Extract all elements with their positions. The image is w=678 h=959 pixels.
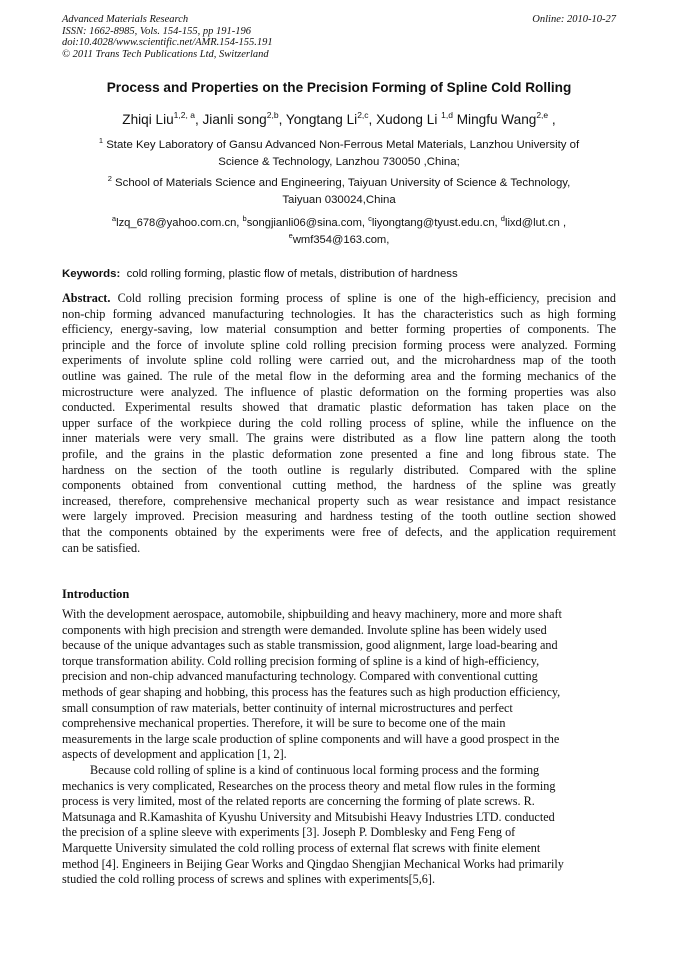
author-name: Mingfu Wang bbox=[456, 112, 537, 127]
abstract-line: can be satisfied. bbox=[62, 540, 141, 555]
abstract-line: were largely improved. Precision measuring and hardness testing of the tooth outline section showed bbox=[62, 509, 616, 524]
abstract-line: principle and the force of involute spline cold rolling precision forming process were analyzed. Forming bbox=[62, 337, 616, 352]
intro-line: measurements in the large scale production of spline components and will have a good prospect in the bbox=[62, 731, 560, 746]
affiliation-line: School of Materials Science and Engineering, Taiyuan University of Science & Technology, bbox=[115, 177, 571, 189]
intro-line: Matsunaga and R.Kamashita of Kyushu University and Mitsubishi Heavy Industries LTD. conducted bbox=[62, 809, 555, 824]
affiliation-sup: 1 bbox=[98, 136, 104, 145]
intro-line: the precision of a spline sleeve with experiments [3]. Joseph P. Domblesky and Feng Feng of bbox=[62, 825, 516, 840]
intro-line: studied the cold rolling process of screws and splines with experiments[5,6]. bbox=[62, 872, 435, 887]
affiliation-2 bbox=[66, 175, 612, 209]
intro-line: torque transformation ability. Cold rolling precision forming of spline is a kind of high-efficiency, bbox=[62, 653, 540, 668]
journal-header bbox=[62, 14, 273, 60]
intro-line: aspects of development and application [1, 2]. bbox=[62, 747, 287, 762]
email-address[interactable]: wmf354@163.com, bbox=[292, 234, 390, 246]
intro-line: Marquette University simulated the cold rolling process of external flat screws with finite element bbox=[62, 840, 541, 855]
keywords bbox=[62, 268, 616, 280]
abstract bbox=[62, 291, 616, 556]
email-sup: e bbox=[288, 231, 293, 240]
email-sup: a bbox=[111, 214, 117, 223]
affiliation-1 bbox=[66, 137, 612, 171]
keywords-text: cold rolling forming, plastic flow of metals, distribution of hardness bbox=[126, 268, 458, 280]
intro-line: Because cold rolling of spline is a kind of continuous local forming process and the forming bbox=[90, 762, 540, 777]
abstract-label: Abstract. bbox=[62, 291, 111, 305]
intro-line: comprehensive mechanical properties. Therefore, it will be sure to become one of the main bbox=[62, 716, 506, 731]
intro-line: mechanics is very complicated, Researches on the process theory and metal flow rules in the forming bbox=[62, 778, 556, 793]
affiliation-sup: 2 bbox=[107, 174, 112, 183]
author-affil-sup: 2,e bbox=[536, 110, 549, 120]
copyright-line: © 2011 Trans Tech Publications Ltd, Switzerland bbox=[62, 48, 269, 60]
email-sup: b bbox=[242, 214, 247, 223]
abstract-line-text: Cold rolling precision forming process of spline is one of the high-efficiency, precision and bbox=[117, 291, 617, 305]
email-list bbox=[62, 215, 616, 249]
email-address[interactable]: lzq_678@yahoo.com.cn, bbox=[116, 217, 240, 229]
abstract-line: increased, therefore, comprehensive mechanical property such as wear resistance and impact resistance bbox=[62, 493, 616, 508]
affiliation-line: State Key Laboratory of Gansu Advanced Non-Ferrous Metal Materials, Lanzhou University of bbox=[106, 139, 580, 151]
abstract-line: outline was gained. The rule of the metal flow in the deforming area and the forming mechanics of the bbox=[62, 368, 616, 383]
author-affil-sup: 1,2, a bbox=[173, 110, 195, 120]
abstract-line: non-chip forming advanced manufacturing technologies. It has the characteristics such as high forming bbox=[62, 306, 616, 321]
journal-name: Advanced Materials Research bbox=[62, 14, 189, 25]
abstract-line bbox=[62, 291, 616, 307]
abstract-line: profile, and the grains in the plastic deformation zone presented a fine and long fibrous state. The bbox=[62, 446, 616, 461]
intro-line: methods of gear shaping and hobbing, this process has the features such as high production efficiency, bbox=[62, 684, 561, 699]
author-affil-sup: 2,b bbox=[266, 110, 279, 120]
intro-line: process is very limited, most of the related reports are concerning the forming of plate screws. R. bbox=[62, 794, 535, 809]
intro-line: small consumption of raw materials, better continuity of internal microstructures and perfect bbox=[62, 700, 513, 715]
abstract-line: components obtained from conventional cutting method, the hardness of the spline was greatly bbox=[62, 478, 616, 493]
abstract-line: inner materials were very small. The grains were distributed as a flow line pattern along the tooth bbox=[62, 431, 616, 446]
author-name: Jianli song bbox=[202, 112, 267, 127]
author-affil-sup: 2,c bbox=[357, 110, 369, 120]
abstract-line: efficiency, energy-saving, low material consumption and better forming properties of components. The bbox=[62, 322, 616, 337]
abstract-line: conducted. Experimental results showed that dramatic plastic deformation has taken place on the bbox=[62, 400, 616, 415]
abstract-line: upper surface of the workpiece during the cold rolling process of spline, while the influence on the bbox=[62, 415, 616, 430]
email-sup: d bbox=[500, 214, 505, 223]
paper-title: Process and Properties on the Precision Forming of Spline Cold Rolling bbox=[106, 80, 572, 95]
email-address[interactable]: songjianli06@sina.com, bbox=[246, 217, 366, 229]
introduction-heading: Introduction bbox=[62, 587, 130, 601]
doi-line[interactable]: doi:10.4028/www.scientific.net/AMR.154-155.191 bbox=[62, 37, 273, 48]
email-sup: c bbox=[368, 214, 372, 223]
email-address[interactable]: lixd@lut.cn , bbox=[504, 217, 567, 229]
keywords-label: Keywords: bbox=[62, 268, 121, 280]
abstract-line: that the components obtained by the experiments were free of defects, and the application requirement bbox=[62, 524, 616, 539]
intro-line: With the development aerospace, automobile, shipbuilding and heavy machinery, more and more shaft bbox=[62, 607, 562, 621]
issn-line: ISSN: 1662-8985, Vols. 154-155, pp 191-196 bbox=[62, 25, 251, 37]
intro-line: method [4]. Engineers in Beijing Gear Works and Qingdao Shengjian Mechanical Works had primarily bbox=[62, 856, 564, 871]
intro-line: precision and non-chip advanced manufacturing technology. Compared with conventional cutting bbox=[62, 669, 538, 684]
abstract-line: microstructure were analyzed. The influence of plastic deformation on the forming properties was also bbox=[62, 384, 616, 399]
author-affil-sup: 1,d bbox=[441, 110, 453, 120]
introduction-body bbox=[62, 607, 616, 888]
author-name: Yongtang Li bbox=[285, 112, 358, 127]
author-list: Zhiqi Liu$^{1,2, a}$, Jianli song$^{2,b}$, Yongtang Li$^{2,c}$, Xudong Li $^{1,d}$ Mingfu Wang$^{2,e}$ , bbox=[122, 110, 556, 127]
author-name: Xudong Li bbox=[376, 112, 438, 127]
email-address[interactable]: liyongtang@tyust.edu.cn, bbox=[371, 217, 498, 229]
abstract-line: experiments of involute spline cold rolling were carried out, and the microhardness map of the tooth bbox=[62, 353, 616, 368]
affiliation-line: Science & Technology, Lanzhou 730050 ,China; bbox=[218, 156, 460, 168]
affiliation-line: Taiyuan 030024,China bbox=[282, 194, 396, 206]
abstract-line: hardness on the section of the tooth outline is regularly distributed. Compared with the spline bbox=[62, 462, 616, 477]
intro-line: components with high precision and strength were demanded. Involute spline has been widely used bbox=[62, 622, 547, 637]
intro-line: because of the unique advantages such as stable transmission, good alignment, large load-bearing and bbox=[62, 638, 558, 653]
online-date: Online: 2010-10-27 bbox=[532, 14, 616, 25]
author-name: Zhiqi Liu bbox=[122, 112, 174, 127]
